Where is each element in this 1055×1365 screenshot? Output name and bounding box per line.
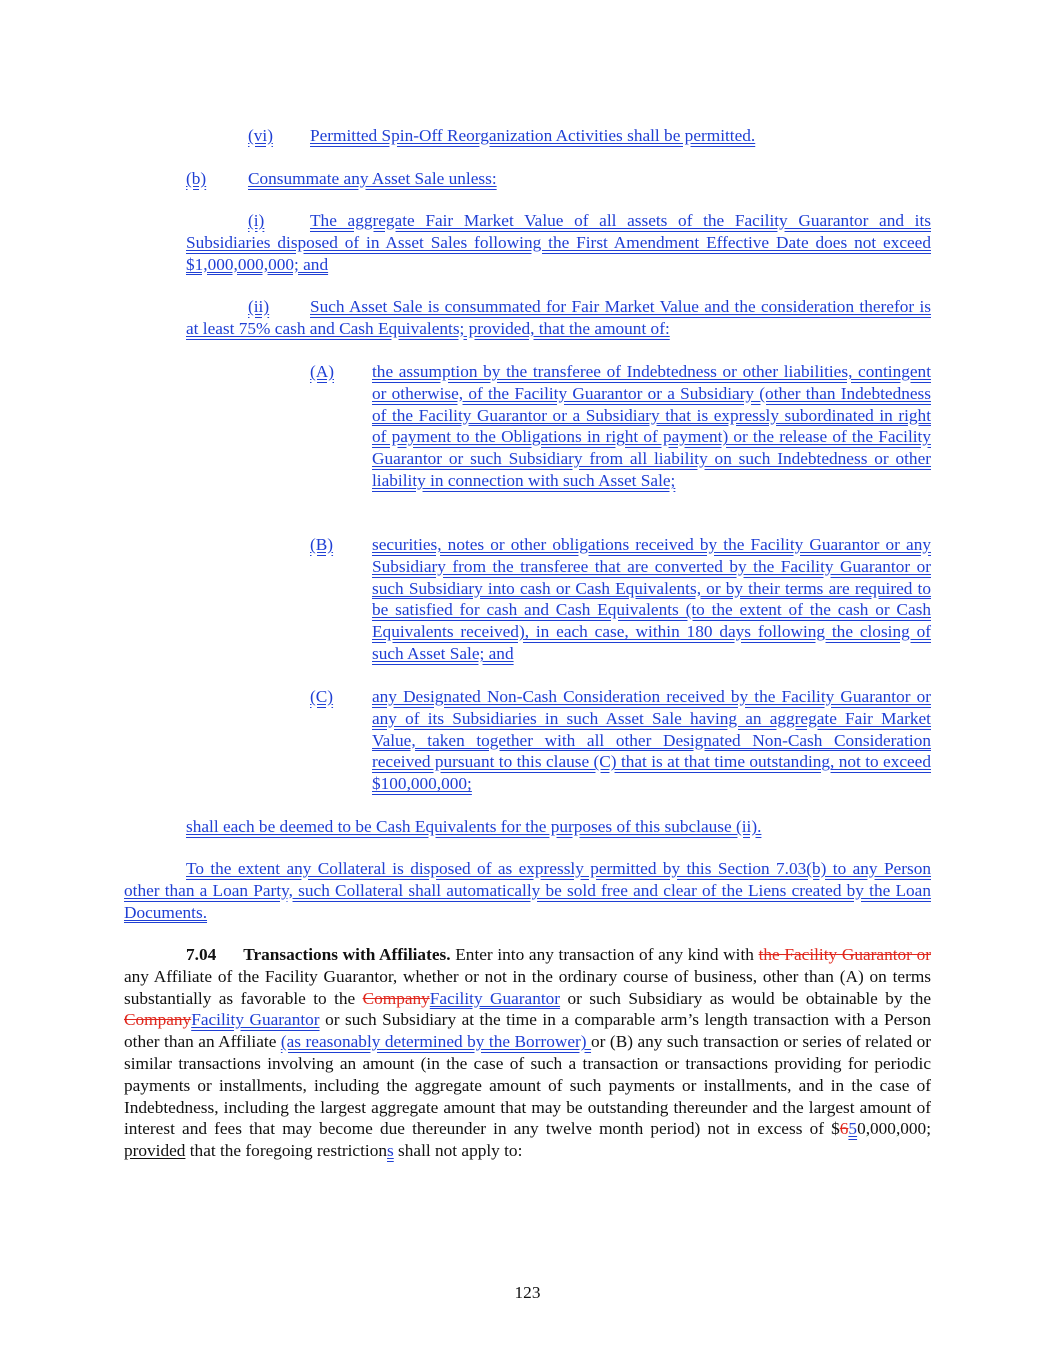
clause-B <box>310 534 931 665</box>
closing-text: shall each be deemed to be Cash Equivalents for the purposes of this subclause (ii). <box>186 817 762 836</box>
clause-A <box>310 361 931 492</box>
collateral-text: To the extent any Collateral is disposed of as expressly permitted by this Section 7.03(b) to any Person other than a Loan Party, such Collateral shall automatically be sold free and clear of the Liens created by the Loan Documents. <box>124 859 931 922</box>
clause-label: (C) <box>310 687 334 706</box>
text-run: that the foregoing restriction <box>185 1141 387 1161</box>
clause-text: any Designated Non-Cash Consideration received by the Facility Guarantor or any of its Subsidiaries in such Asset Sale having an aggregate Fair Market Value, taken together with all other Designated Non-Cash Consideration received pursuant to this clause (C) that is at that time outstanding, not to exceed $100,000,000; <box>372 687 931 794</box>
deleted-text: Company <box>124 1010 192 1030</box>
collateral-paragraph <box>124 858 931 923</box>
clause-label: (A) <box>310 362 334 381</box>
clause-label: (ii) <box>248 297 270 316</box>
deleted-text: Company <box>362 988 430 1008</box>
clause-C <box>310 686 931 795</box>
clause-label: (B) <box>310 535 334 554</box>
closing-sentence <box>186 816 931 838</box>
text-run: or such Subsidiary as would be obtainable by the <box>560 988 932 1008</box>
inserted-text: Facility Guarantor <box>429 988 561 1008</box>
text-run: 0,000,000; <box>857 1119 931 1139</box>
text-run: or such Subsidiary at the time in a comparable arm’s length transaction with a Person other than an Affiliate <box>124 1010 931 1052</box>
section-7-04 <box>124 944 931 1162</box>
text-run: Enter into any transaction of any kind with <box>450 945 759 964</box>
clause-text: the assumption by the transferee of Indebtedness or other liabilities, contingent or otherwise, of the Facility Guarantor or a Subsidiary (other than Indebtedness of the Facility Guarantor or a Subsidiary that is expressly subordinated in right of payment to the Obligations in right of payment) or the release of the Facility Guarantor or such Subsidiary from all liability on such Indebtedness or other liability in connection with such Asset Sale; <box>372 362 931 490</box>
inserted-text: s <box>387 1141 394 1161</box>
inserted-text: 5 <box>848 1119 858 1139</box>
deleted-text: 6 <box>839 1119 849 1139</box>
text-run: any Affiliate of the Facility Guarantor, whether or not in the ordinary course of business, other than (A) on terms substantially as favorable to the <box>124 966 931 1008</box>
clause-text: Such Asset Sale is consummated for Fair Market Value and the consideration therefor is at least 75% cash and Cash Equivalents; provided, that the amount of: <box>186 297 931 338</box>
inserted-text: Facility Guarantor <box>191 1010 320 1030</box>
provided-term: provided <box>124 1141 186 1161</box>
clause-text: The aggregate Fair Market Value of all assets of the Facility Guarantor and its Subsidiaries disposed of in Asset Sales following the First Amendment Effective Date does not exceed $1,000,000,000; and <box>186 211 931 274</box>
clause-label: (vi) <box>248 126 273 145</box>
section-number: 7.04 <box>186 945 217 964</box>
clause-ii <box>186 296 931 340</box>
section-heading: Transactions with Affiliates. <box>243 945 451 964</box>
clause-i <box>186 210 931 275</box>
text-run: or (B) any such transaction or series of related or similar transactions involving an amount (in the case of such a transaction or transactions providing for periodic payments or installments, including the aggregate amount of such payments or installments, and in the case of Indebtedness, including the largest aggregate amount that may be outstanding thereunder and the largest amount of interest and fees that may become due thereunder in any twelve month period) not in excess of $ <box>124 1032 932 1139</box>
clause-text: Permitted Spin-Off Reorganization Activities shall be permitted. <box>310 126 756 145</box>
clause-label: (i) <box>248 211 265 230</box>
clause-label: (b) <box>186 169 207 188</box>
clause-text: Consummate any Asset Sale unless: <box>248 169 497 188</box>
text-run: shall not apply to: <box>393 1141 523 1161</box>
inserted-text: (as reasonably determined by the Borrower) <box>280 1032 592 1052</box>
deleted-text: the Facility Guarantor or <box>758 945 931 964</box>
page-number: 123 <box>514 1283 541 1302</box>
clause-text: securities, notes or other obligations received by the Facility Guarantor or any Subsidiary from the transferee that are converted by the Facility Guarantor or such Subsidiary into cash or Cash Equivalents, or by their terms are required to be satisfied for cash and Cash Equivalents (to the extent of the cash or Cash Equivalents received), in each case, within 180 days following the closing of such Asset Sale; and <box>372 535 931 663</box>
